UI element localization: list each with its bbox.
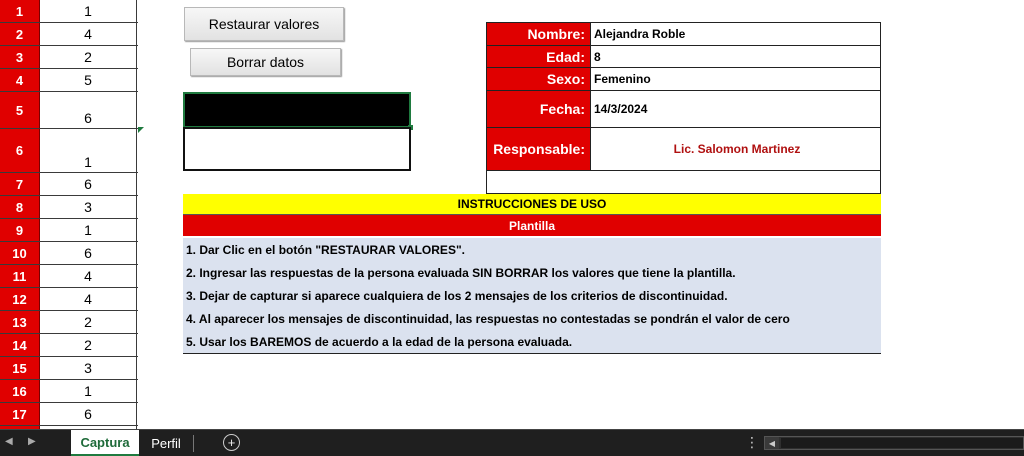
horizontal-scrollbar[interactable] [764,436,1024,450]
row-value[interactable]: 4 [40,288,137,310]
row-number: 9 [0,219,40,241]
chevron-left-icon[interactable]: ◀ [5,436,13,447]
row-value[interactable]: 4 [40,23,137,45]
instruction-step: 1. Dar Clic en el botón "RESTAURAR VALORES". [186,242,465,257]
row-value[interactable]: 1 [40,380,137,402]
row-number: 8 [0,196,40,218]
response-column [0,0,138,430]
row-number: 11 [0,265,40,287]
row-number: 5 [0,92,40,128]
table-row[interactable] [0,173,138,196]
add-sheet-icon[interactable]: + [223,434,240,451]
instruction-step: 2. Ingresar las respuestas de la persona evaluada SIN BORRAR los valores que tiene la plantilla. [186,265,736,280]
restore-values-button[interactable]: Restaurar valores [184,7,344,41]
row-value[interactable]: 2 [40,46,137,68]
name-label: Nombre: [487,23,591,45]
cell-comment-marker [138,127,144,133]
table-row[interactable] [0,311,138,334]
row-number: 12 [0,288,40,310]
age-label: Edad: [487,46,591,67]
table-row[interactable] [0,265,138,288]
sex-label: Sexo: [487,68,591,90]
instructions-panel [183,194,881,354]
table-row[interactable] [0,288,138,311]
row-value[interactable]: 5 [40,69,137,91]
instructions-title: INSTRUCCIONES DE USO [183,194,881,215]
table-row[interactable] [0,196,138,219]
instructions-list [183,238,881,354]
row-value[interactable]: 3 [40,357,137,379]
row-value[interactable]: 1 [40,0,137,22]
info-row-sex [487,68,880,91]
info-row-responsible [487,128,880,171]
message-box[interactable] [183,127,411,171]
row-value[interactable]: 2 [40,334,137,356]
date-value[interactable]: 14/3/2024 [594,102,648,116]
row-number: 2 [0,23,40,45]
info-row-date [487,91,880,128]
table-row[interactable] [0,23,138,46]
tab-perfil[interactable]: Perfil [151,436,181,451]
empty-cell[interactable] [487,171,880,193]
row-number: 6 [0,129,40,172]
table-row[interactable] [0,46,138,69]
row-number: 15 [0,357,40,379]
instruction-step: 5. Usar los BAREMOS de acuerdo a la edad de la persona evaluada. [186,334,573,349]
row-value[interactable]: 6 [40,92,137,128]
row-number: 10 [0,242,40,264]
row-value[interactable]: 6 [40,242,137,264]
patient-info-table [486,22,881,194]
table-row[interactable] [0,242,138,265]
instructions-subtitle: Plantilla [183,215,881,238]
row-number: 3 [0,46,40,68]
table-row[interactable] [0,129,138,173]
row-number: 7 [0,173,40,195]
scrollbar-thumb[interactable] [781,438,1023,448]
row-number: 4 [0,69,40,91]
row-value[interactable]: 4 [40,265,137,287]
row-value[interactable]: 2 [40,311,137,333]
tab-divider [193,435,194,452]
row-value[interactable]: 3 [40,196,137,218]
name-value[interactable]: Alejandra Roble [594,27,686,41]
table-row[interactable] [0,357,138,380]
sheet-tab-bar [0,429,1024,456]
black-shape[interactable] [183,92,411,128]
info-row-empty [487,171,880,193]
row-value[interactable]: 6 [40,173,137,195]
more-options-icon[interactable]: ⋮ [745,434,759,450]
instruction-step: 3. Dejar de capturar si aparece cualquiera de los 2 mensajes de los criterios de discontinuidad. [186,288,728,303]
row-number: 1 [0,0,40,22]
row-value[interactable]: 1 [40,129,137,172]
row-number: 14 [0,334,40,356]
responsible-label: Responsable: [487,128,591,170]
row-value[interactable]: 6 [40,403,137,425]
row-value[interactable]: 1 [40,219,137,241]
table-row[interactable] [0,92,138,129]
table-row[interactable] [0,403,138,426]
tab-captura[interactable]: Captura [71,430,139,456]
info-row-age [487,46,880,68]
sex-value[interactable]: Femenino [594,72,651,86]
table-row[interactable] [0,69,138,92]
scroll-left-icon[interactable]: ◀ [765,437,779,449]
responsible-value[interactable]: Lic. Salomon Martinez [673,142,801,156]
row-number: 13 [0,311,40,333]
info-row-name [487,23,880,46]
clear-data-button[interactable]: Borrar datos [190,48,341,76]
table-row[interactable] [0,380,138,403]
table-row[interactable] [0,0,138,23]
row-number: 16 [0,380,40,402]
row-number: 17 [0,403,40,425]
chevron-right-icon[interactable]: ▶ [28,436,36,447]
date-label: Fecha: [487,91,591,127]
instruction-step: 4. Al aparecer los mensajes de discontinuidad, las respuestas no contestadas se pondrán el valor de cero [186,311,790,326]
table-row[interactable] [0,219,138,242]
table-row[interactable] [0,334,138,357]
age-value[interactable]: 8 [594,49,601,64]
